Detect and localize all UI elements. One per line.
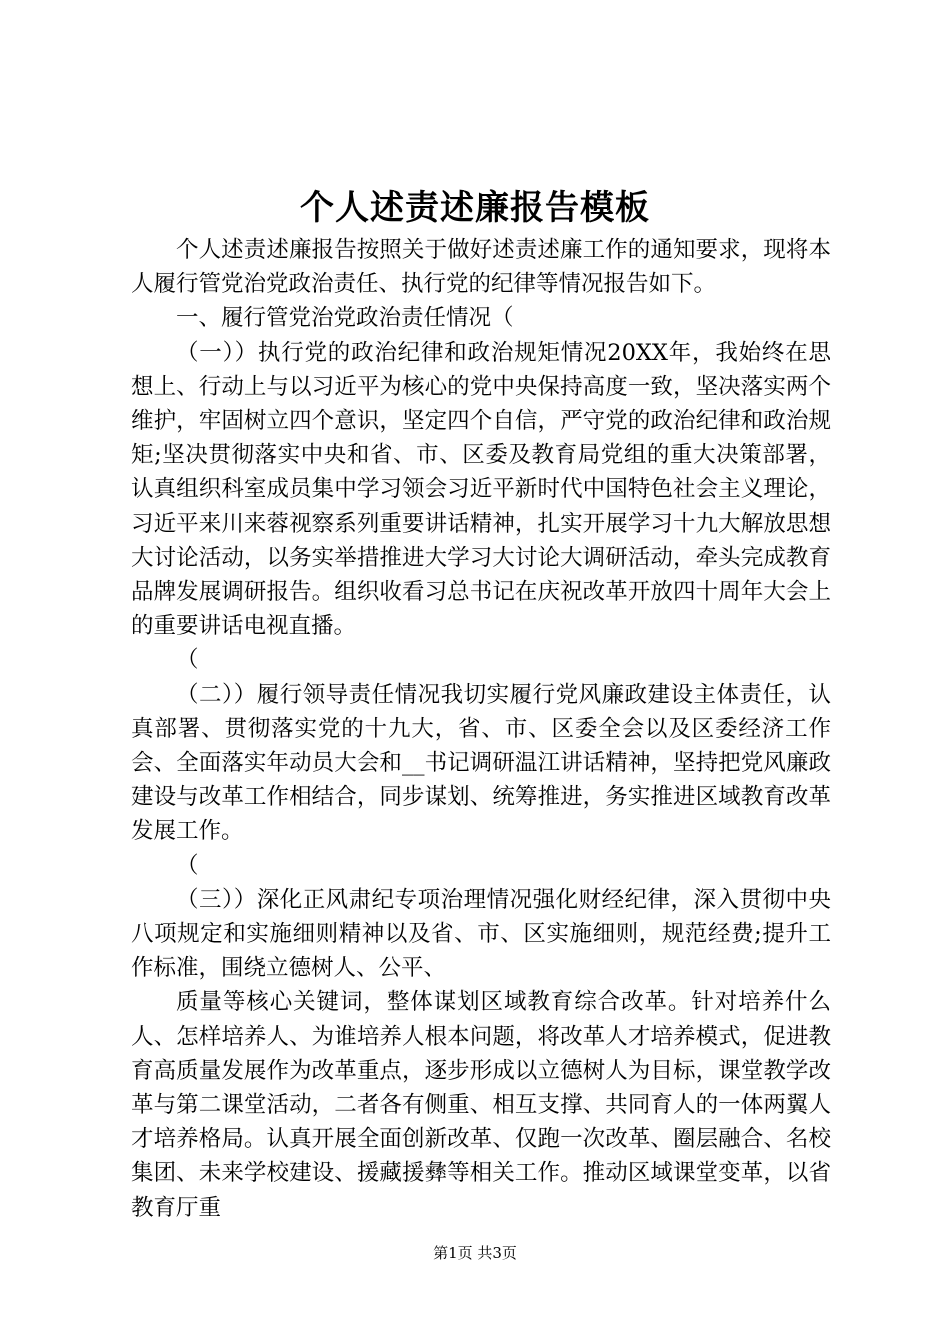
- document-title: 个人述责述廉报告模板: [300, 188, 650, 228]
- paragraph-continuation: 质量等核心关键词，整体谋划区域教育综合改革。针对培养什么人、怎样培养人、为谁培养人根本问题，将改革人才培养模式，促进教育高质量发展作为改革重点，逐步形成以立德树人为目标，课堂教学改革与第二课堂活动，二者各有侧重、相互支撑、共同育人的一体两翼人才培养格局。认真开展全面创新改革、仅跑一次改革、圈层融合、名校集团、未来学校建设、援藏援彝等相关工作。推动区域课堂变革，以省教育厅重: [131, 989, 831, 1221]
- paragraph-item-2: （二））履行领导责任情况我切实履行党风廉政建设主体责任，认真部署、贯彻落实党的十九大，省、市、区委全会以及区委经济工作会、全面落实年动员大会和__书记调研温江讲话精神，坚持把党风廉政建设与改革工作相结合，同步谋划、统筹推进，务实推进区域教育改革发展工作。: [131, 681, 831, 845]
- page-footer: 第1页 共3页: [433, 1244, 517, 1262]
- paragraph-section-heading: 一、履行管党治党政治责任情况（: [176, 305, 514, 332]
- document-body: [131, 233, 831, 1225]
- paragraph-bracket: （: [176, 852, 199, 879]
- paragraph-item-3: （三））深化正风肃纪专项治理情况强化财经纪律，深入贯彻中央八项规定和实施细则精神以及省、市、区实施细则，规范经费;提升工作标准，围绕立德树人、公平、: [131, 886, 831, 982]
- paragraph-bracket: （: [176, 647, 199, 674]
- paragraph-item-1: （一））执行党的政治纪律和政治规矩情况20XX年，我始终在思想上、行动上与以习近平为核心的党中央保持高度一致，坚决落实两个维护，牢固树立四个意识，坚定四个自信，严守党的政治纪律和政治规矩;坚决贯彻落实中央和省、市、区委及教育局党组的重大决策部署，认真组织科室成员集中学习领会习近平新时代中国特色社会主义理论，习近平来川来蓉视察系列重要讲话精神，扎实开展学习十九大解放思想大讨论活动，以务实举措推进大学习大讨论大调研活动，牵头完成教育品牌发展调研报告。组织收看习总书记在庆祝改革开放四十周年大会上的重要讲话电视直播。: [131, 339, 831, 640]
- paragraph-intro: 个人述责述廉报告按照关于做好述责述廉工作的通知要求，现将本人履行管党治党政治责任、执行党的纪律等情况报告如下。: [131, 237, 831, 298]
